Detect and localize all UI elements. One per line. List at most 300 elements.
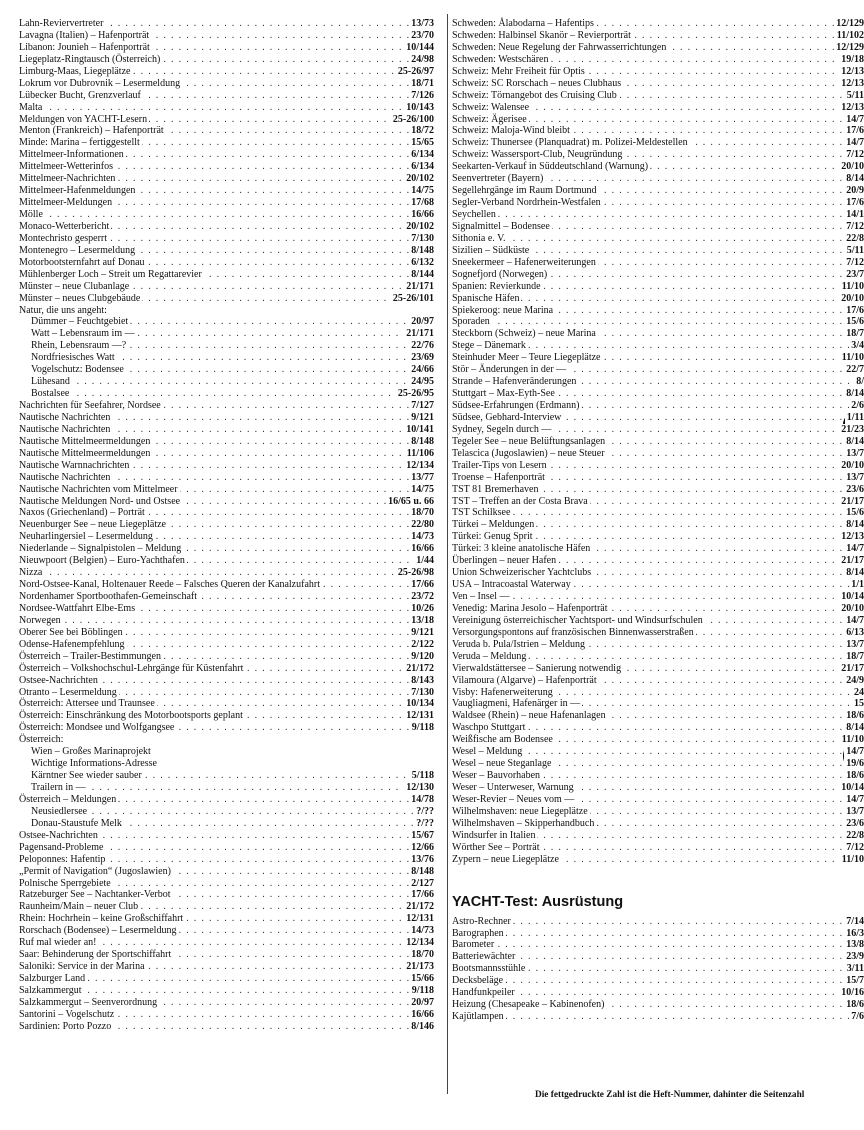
index-entry [19,245,434,257]
entry-reference: 18/6 [846,999,864,1011]
dot-leader [19,615,434,627]
index-entry [452,1011,864,1023]
entry-topic: Türkei – Meldungen [452,519,535,531]
entry-reference: 12/131 [406,710,434,722]
entry-reference: 8/148 [411,244,434,256]
entry-reference: 11/102 [836,29,864,41]
index-entry [19,221,434,233]
entry-reference: 15/6 [846,507,864,519]
entry-reference: 14/7 [846,793,864,805]
index-entry [452,987,864,999]
entry-topic: Mittelmeer-Nachrichten [19,173,116,185]
entry-reference: 7/6 [851,1011,864,1023]
entry-topic: Vierwaldstättersee – Sanierung notwendig [452,662,622,674]
entry-topic: Montechristo gesperrt [19,232,108,244]
index-entry [452,746,864,758]
entry-reference: 25-26/100 [392,113,434,125]
index-entry [452,782,864,794]
entry-topic: Polnische Sperrgebiete [19,877,111,889]
entry-topic: Saar: Behinderung der Sportschiffahrt [19,949,172,961]
index-entry [452,328,864,340]
index-entry [19,484,434,496]
index-entry [452,137,864,149]
entry-topic: Dümmer – Feuchtgebiet [31,316,129,328]
entry-reference: 7/12 [846,256,864,268]
entry-topic: USA – Intracoastal Waterway [452,579,571,591]
dot-leader [452,1011,864,1023]
index-entry [19,448,434,460]
entry-reference: 2/6 [851,400,864,411]
entry-topic: Österreich – Meldungen [19,793,117,805]
entry-topic: Überlingen – neuer Hafen [452,555,557,567]
index-entry [19,889,434,901]
entry-reference: 16/3 [846,927,864,939]
index-entry [19,185,434,197]
dot-leader [452,209,864,221]
entry-reference: 8/14 [846,388,864,400]
index-entry [452,352,864,364]
entry-reference: 14/78 [411,793,434,805]
dot-leader [452,928,864,940]
entry-topic: Astro-Rechner [452,915,511,927]
entry-topic: Neusiedlersee [31,805,88,817]
dot-leader [31,782,434,794]
entry-topic: Kärntner See wieder sauber [31,770,142,782]
entry-topic: Wesel – Meldung [452,746,523,758]
entry-topic: Natur, die uns angeht: [19,304,107,316]
entry-reference: 15/7 [846,975,864,987]
entry-reference: 13/7 [846,805,864,817]
index-entry [19,615,434,627]
entry-topic: Trailern in –– [31,782,86,793]
entry-topic: Schweden: Westschären [452,53,549,65]
index-entry [19,90,434,102]
entry-reference: 16/66 [411,209,434,220]
entry-topic: Tegeler See – neue Belüftungsanlagen [452,435,606,447]
entry-topic: Zypern – neue Liegeplätze [452,853,559,865]
entry-reference: 7/130 [411,232,434,244]
entry-topic: Lokrum vor Dubrovnik – Lesermeldung [19,77,181,89]
index-entry [452,472,864,484]
index-entry [452,627,864,639]
entry-reference: 22/80 [411,519,434,531]
entry-topic: Schweiz: Thunersee (Planquadrat) m. Polizei-Meldestellen [452,137,688,149]
entry-reference: 12/13 [841,77,864,89]
entry-topic: Nautische Mittelmeermeldungen [19,435,151,447]
index-entry [19,842,434,854]
dot-leader [452,316,864,328]
entry-reference: 7/14 [846,915,864,927]
entry-reference: 6/132 [411,256,434,268]
entry-topic: Schweden: Ålabodarna – Hafentips [452,18,594,29]
entry-reference: 21/172 [406,662,434,674]
entry-reference: 17/6 [846,197,864,209]
entry-reference: 24/9 [846,674,864,686]
entry-topic: Steinhuder Meer – Teure Liegeplätze [452,352,601,364]
entry-topic: Schweiz: Walensee [452,101,530,113]
index-entry [452,734,864,746]
entry-topic: Veruda – Meldung [452,650,527,662]
index-entry [19,627,434,639]
dot-leader [452,916,864,928]
entry-reference: 12/131 [406,913,434,925]
entry-reference: ?/?? [416,817,434,829]
index-entry [19,973,434,985]
entry-reference: 18/72 [411,125,434,137]
index-entry [452,916,864,928]
entry-topic: Ven – Insel –– [452,591,510,602]
index-entry [19,949,434,961]
entry-reference: 16/66 [411,543,434,555]
entry-reference: 25-26/101 [392,292,434,304]
entry-topic: Mittelmeer-Informationen [19,149,124,161]
index-column-right [452,18,864,1023]
entry-reference: 15/6 [846,316,864,328]
index-entry [19,722,434,734]
index-entry [452,221,864,233]
index-entry [19,400,434,412]
entry-reference: 20/102 [406,173,434,185]
entry-topic: Salzburger Land [19,973,86,984]
entry-reference: 14/75 [411,483,434,495]
index-entry [19,710,434,722]
index-entry [19,328,434,340]
entry-topic: Barographen [452,927,504,939]
entry-topic: Sneekermeer – Hafenerweiterungen [452,256,596,268]
entry-reference: 14/73 [411,531,434,543]
entry-topic: Neuenburger See – neue Liegeplätze [19,519,166,531]
entry-reference: 11/10 [841,280,864,292]
entry-reference: 22/8 [846,232,864,244]
index-entry [19,698,434,710]
index-entry [19,519,434,531]
entry-topic: Waldsee (Rhein) – neue Hafenanlagen [452,710,606,722]
entry-topic: Wesel – neue Steganlage [452,758,552,770]
entry-reference: 3/11 [846,963,864,975]
entry-topic: Lübecker Bucht, Grenzverlauf [19,89,141,101]
entry-topic: Ostsee-Nachrichten [19,829,98,841]
entry-reference: 17/66 [411,889,434,901]
entry-reference: 13/76 [411,853,434,865]
index-entry [452,770,864,782]
entry-reference: 15/66 [411,973,434,984]
entry-reference: 1/44 [416,555,434,567]
entry-topic: Schweden: Neue Regelung der Fahrwasserrichtungen [452,41,667,53]
entry-topic: Windsurfer in Italien [452,829,536,841]
entry-topic: Ruf mal wieder an! [19,937,97,949]
entry-topic: Sydney, Segeln durch –– [452,423,552,435]
entry-topic: Limburg-Maas, Liegeplätze [19,65,131,77]
index-entry [19,651,434,663]
entry-reference: 8/ [856,376,864,388]
entry-reference: 20/10 [841,602,864,614]
dot-leader [31,806,434,818]
index-entry [19,925,434,937]
index-entry [19,675,434,687]
entry-topic: Wörther See – Porträt [452,841,540,853]
entry-reference: 21/171 [406,280,434,292]
index-entry [19,734,434,746]
index-entry [19,806,434,818]
entry-reference: 15/65 [411,137,434,149]
index-entry [452,340,864,352]
entry-reference: 3/4 [851,340,864,352]
entry-topic: Türkei: 3 kleine anatolische Häfen [452,543,591,555]
entry-topic: Union Schweizerischer Yachtclubs [452,567,592,579]
entry-topic: Nizza [19,567,43,579]
entry-reference: 12/13 [841,531,864,543]
index-entry [19,794,434,806]
index-entry [452,412,864,424]
index-entry [19,54,434,66]
entry-topic: Barometer [452,939,495,951]
entry-topic: Vogelschutz: Bodensee [31,364,124,376]
entry-topic: Sizilien – Südküste [452,244,530,256]
index-entry [19,496,434,508]
index-entry [452,975,864,987]
entry-reference: 15/67 [411,829,434,841]
entry-topic: Salzkammergut – Seenverordnung [19,996,158,1008]
index-entry [19,257,434,269]
entry-reference: 12/13 [841,101,864,113]
entry-topic: Nautische Warnnachrichten [19,459,130,471]
index-entry [452,555,864,567]
entry-topic: Ostsee-Nachrichten [19,674,98,686]
entry-topic: Telascica (Jugoslawien) – neue Steuer [452,447,605,459]
index-entry [452,531,864,543]
dot-leader [19,567,434,579]
index-entry [452,42,864,54]
index-entry [19,364,434,376]
entry-topic: Versorgungspontons auf französischen Binnenwasserstraßen [452,626,694,638]
index-entry [452,78,864,90]
entry-reference: 12/13 [841,65,864,77]
index-entry [452,951,864,963]
entry-topic: TST Schilksee [452,507,511,519]
index-entry [452,245,864,257]
index-entry [19,305,434,317]
entry-topic: Nordsee-Wattfahrt Elbe-Ems [19,602,136,614]
entry-reference: 15 [854,698,864,710]
entry-topic: Nautische Nachrichten [19,411,111,423]
entry-reference: 13/73 [411,18,434,29]
index-entry [19,293,434,305]
entry-reference: 24 [854,686,864,698]
entry-topic: Wilhelmshaven – Skipperhandbuch [452,817,595,829]
entry-reference: 6/134 [411,149,434,161]
entry-reference: 7/12 [846,149,864,161]
entry-reference: 7/12 [846,220,864,232]
entry-reference: ?/?? [416,805,434,817]
index-entry [19,901,434,913]
entry-reference: 23/7 [846,268,864,280]
entry-reference: 9/121 [411,626,434,638]
entry-topic: Wien – Großes Marinaprojekt [31,746,151,758]
entry-topic: Otranto – Lesermeldung [19,686,117,698]
entry-reference: 23/6 [846,817,864,829]
entry-topic: Nautische Nachrichten [19,423,111,435]
index-entry [19,579,434,591]
index-entry [19,830,434,842]
entry-topic: Wilhelmshaven: neue Liegeplätze [452,805,588,817]
footnote: Die fettgedruckte Zahl ist die Heft-Nummer, dahinter die Seitenzahl [535,1090,805,1100]
column-divider [447,14,448,1094]
index-entry [19,854,434,866]
index-entry [19,269,434,281]
entry-topic: Schweiz: Ägerisee [452,113,527,125]
index-entry [19,555,434,567]
index-entry [19,78,434,90]
entry-reference: 20/102 [406,220,434,232]
entry-reference: 23/69 [411,352,434,364]
index-entry [452,639,864,651]
entry-topic: Mittelmeer-Meldungen [19,197,113,209]
entry-topic: Österreich – Trailer-Bestimmungen [19,650,161,662]
index-entry [452,90,864,102]
entry-reference: 8/148 [411,435,434,447]
entry-reference: 6/134 [411,161,434,173]
entry-reference: 21/17 [841,662,864,674]
entry-reference: 11/106 [406,447,434,459]
entry-reference: 17/66 [411,579,434,591]
index-entry [19,233,434,245]
entry-topic: Menton (Frankreich) – Hafenporträt [19,125,164,137]
entry-reference: 23/70 [411,29,434,41]
index-entry [19,961,434,973]
entry-topic: Seekarten-Verkauf in Süddeutschland (Warnung) [452,161,649,173]
entry-reference: 21/17 [841,555,864,567]
entry-reference: 2/127 [411,877,434,889]
index-entry [452,758,864,770]
entry-reference: 18/7 [846,650,864,662]
entry-topic: Sognefjord (Norwegen) [452,268,548,280]
index-entry [452,293,864,305]
index-entry [452,269,864,281]
entry-topic: Waschpo Stuttgart [452,722,526,734]
entry-topic: Motorbootsternfahrt auf Donau [19,256,145,268]
entry-topic: Österreich: Attersee und Traunsee [19,698,155,710]
entry-reference: 16/66 [411,1008,434,1020]
index-entry [19,997,434,1009]
index-entry [19,603,434,615]
entry-topic: Vaugliagmeni, Hafenärger in –– [452,698,581,710]
index-entry [19,102,434,114]
entry-topic: Visby: Hafenerweiterung [452,686,553,698]
entry-topic: Vilamoura (Algarve) – Hafenporträt [452,674,597,686]
entry-topic: Nautische Mittelmeermeldungen [19,447,151,459]
entry-topic: Salzkammergut [19,984,82,996]
entry-reference: 9/120 [411,650,434,662]
index-entry [452,603,864,615]
entry-topic: Troense – Hafenporträt [452,471,545,483]
entry-reference: 14/7 [846,543,864,555]
entry-topic: Bostalsee [31,388,70,400]
index-entry [452,54,864,66]
index-entry [452,591,864,603]
entry-topic: Münster – neue Clubanlage [19,280,130,292]
entry-reference: 21/17 [841,495,864,507]
entry-reference: 13/7 [846,638,864,650]
index-entry [452,806,864,818]
index-entry [452,257,864,269]
index-entry [19,1021,434,1033]
section-entry-list [452,916,864,1023]
index-entry [452,161,864,173]
entry-topic: Spiekeroog: neue Marina [452,304,554,316]
entry-reference: 7/126 [411,89,434,101]
index-entry [19,639,434,651]
index-entry [19,376,434,388]
index-entry [452,424,864,436]
entry-topic: Batteriewächter [452,951,516,963]
entry-reference: 11/10 [841,352,864,364]
entry-topic: Odense-Hafenempfehlung [19,638,125,650]
index-entry [452,233,864,245]
entry-reference: 22/8 [846,829,864,841]
entry-topic: Steckborn (Schweiz) – neue Marina [452,328,596,340]
index-entry [452,173,864,185]
entry-topic: Mühlenberger Loch – Streit um Regattarevier [19,268,202,280]
index-entry [452,939,864,951]
index-entry [452,854,864,866]
entry-topic: Norwegen [19,614,61,626]
index-entry [19,436,434,448]
entry-topic: Santorini – Vogelschutz [19,1008,115,1020]
entry-reference: 11/10 [841,853,864,865]
index-list-right [452,18,864,866]
entry-topic: Weser-Revier – Neues vom –– [452,793,575,805]
index-entry [19,746,434,758]
index-entry [452,185,864,197]
index-entry [19,543,434,555]
entry-topic: Stege – Dänemark [452,340,526,352]
index-entry [452,102,864,114]
entry-topic: TST – Treffen an der Costa Brava [452,495,588,507]
entry-reference: 10/144 [406,41,434,53]
index-entry [452,149,864,161]
entry-reference: 8/14 [846,519,864,531]
index-entry [19,30,434,42]
index-entry [19,985,434,997]
entry-reference: 10/14 [841,591,864,602]
entry-topic: Mittelmeer-Wetterinfos [19,161,113,173]
index-entry [19,340,434,352]
index-entry [19,316,434,328]
index-entry [452,687,864,699]
index-entry [452,963,864,975]
entry-reference: 9/118 [411,984,434,996]
dot-leader [19,209,434,221]
dot-leader [452,233,864,245]
entry-topic: Sardinien: Porto Pozzo [19,1020,112,1032]
entry-reference: 17/6 [846,125,864,137]
entry-topic: Stuttgart – Max-Eyth-See [452,388,555,400]
index-entry [452,507,864,519]
entry-topic: Schweiz: Maloja-Wind bleibt [452,125,570,137]
entry-reference: 21/171 [406,328,434,340]
entry-reference: 18/6 [846,710,864,722]
entry-topic: Lahn-Reviervertreter [19,18,104,29]
entry-reference: 8/14 [846,173,864,185]
dot-leader [19,102,434,114]
entry-topic: Vereinigung österreichischer Yachtsport- und Windsurfschulen [452,614,703,626]
entry-reference: 25-26/95 [397,388,434,400]
index-entry [452,710,864,722]
entry-reference: 8/14 [846,722,864,734]
index-entry [452,999,864,1011]
entry-reference: 10/14 [841,782,864,793]
entry-topic: „Permit of Navigation“ (Jugoslawien) [19,865,171,877]
